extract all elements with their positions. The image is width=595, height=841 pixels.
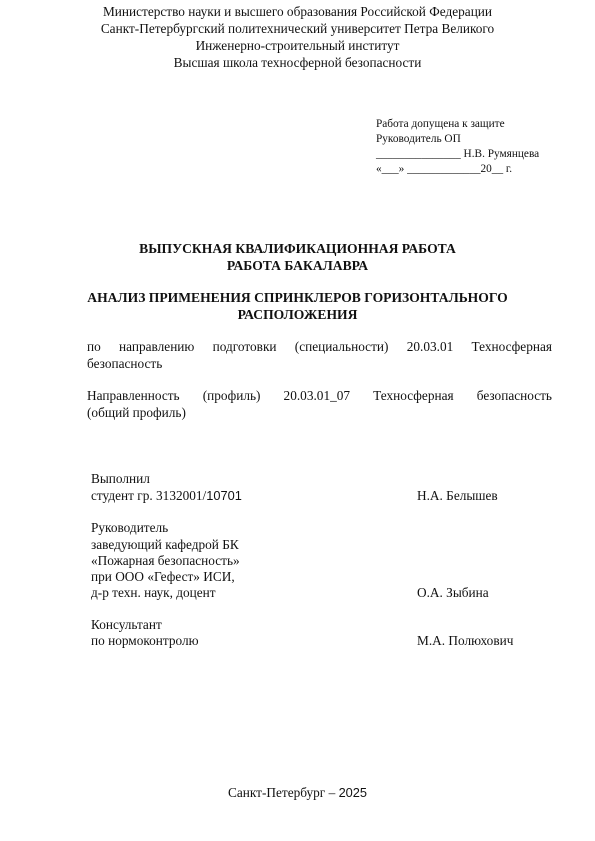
profile-line2: (общий профиль) bbox=[87, 405, 186, 420]
executor-group-number: 10701 bbox=[206, 488, 242, 503]
ministry-name: Министерство науки и высшего образования Российской Федерации bbox=[102, 4, 493, 19]
supervisor-position: заведующий кафедрой БК bbox=[91, 537, 239, 552]
school-name: Высшая школа техносферной безопасности bbox=[173, 55, 422, 70]
executor-group-prefix: студент гр. 3132001/ bbox=[91, 488, 207, 503]
work-type-title: ВЫПУСКНАЯ КВАЛИФИКАЦИОННАЯ РАБОТА bbox=[139, 241, 456, 256]
executor-name: Н.А. Белышев bbox=[417, 488, 498, 503]
topic-title-line1: АНАЛИЗ ПРИМЕНЕНИЯ СПРИНКЛЕРОВ ГОРИЗОНТАЛЬНОГО bbox=[87, 290, 508, 305]
approval-status: Работа допущена к защите bbox=[376, 118, 505, 130]
approval-date-line: «___» _____________20__ г. bbox=[376, 163, 513, 175]
city-name: Санкт-Петербург – bbox=[227, 785, 339, 800]
consultant-role: Консультант bbox=[91, 617, 162, 632]
supervisor-name: О.А. Зыбина bbox=[417, 585, 489, 600]
approval-head-role: Руководитель ОП bbox=[376, 133, 461, 145]
executor-role: Выполнил bbox=[91, 471, 150, 486]
institute-name: Инженерно-строительный институт bbox=[195, 38, 400, 53]
supervisor-degree: д-р техн. наук, доцент bbox=[91, 585, 216, 600]
topic-title-line2: РАСПОЛОЖЕНИЯ bbox=[237, 307, 358, 322]
consultant-area: по нормоконтролю bbox=[91, 633, 199, 648]
executor-group bbox=[91, 487, 242, 504]
consultant-name: М.А. Полюхович bbox=[417, 633, 514, 648]
direction-line1: по направлению подготовки (специальности) 20.03.01 Техносферная bbox=[87, 339, 552, 354]
direction-line2: безопасность bbox=[87, 356, 163, 371]
approval-block bbox=[376, 117, 539, 177]
profile-line1: Направленность (профиль) 20.03.01_07 Техносферная безопасность bbox=[87, 388, 552, 403]
year: 2025 bbox=[338, 785, 368, 800]
supervisor-organization: при ООО «Гефест» ИСИ, bbox=[91, 569, 235, 584]
supervisor-department: «Пожарная безопасность» bbox=[91, 553, 240, 568]
approval-signature-line: _______________ Н.В. Румянцева bbox=[376, 148, 540, 160]
city-year bbox=[0, 784, 595, 801]
work-type-subtitle: РАБОТА БАКАЛАВРА bbox=[226, 258, 369, 273]
university-name: Санкт-Петербургский политехнический университет Петра Великого bbox=[100, 21, 495, 36]
supervisor-role: Руководитель bbox=[91, 520, 169, 535]
